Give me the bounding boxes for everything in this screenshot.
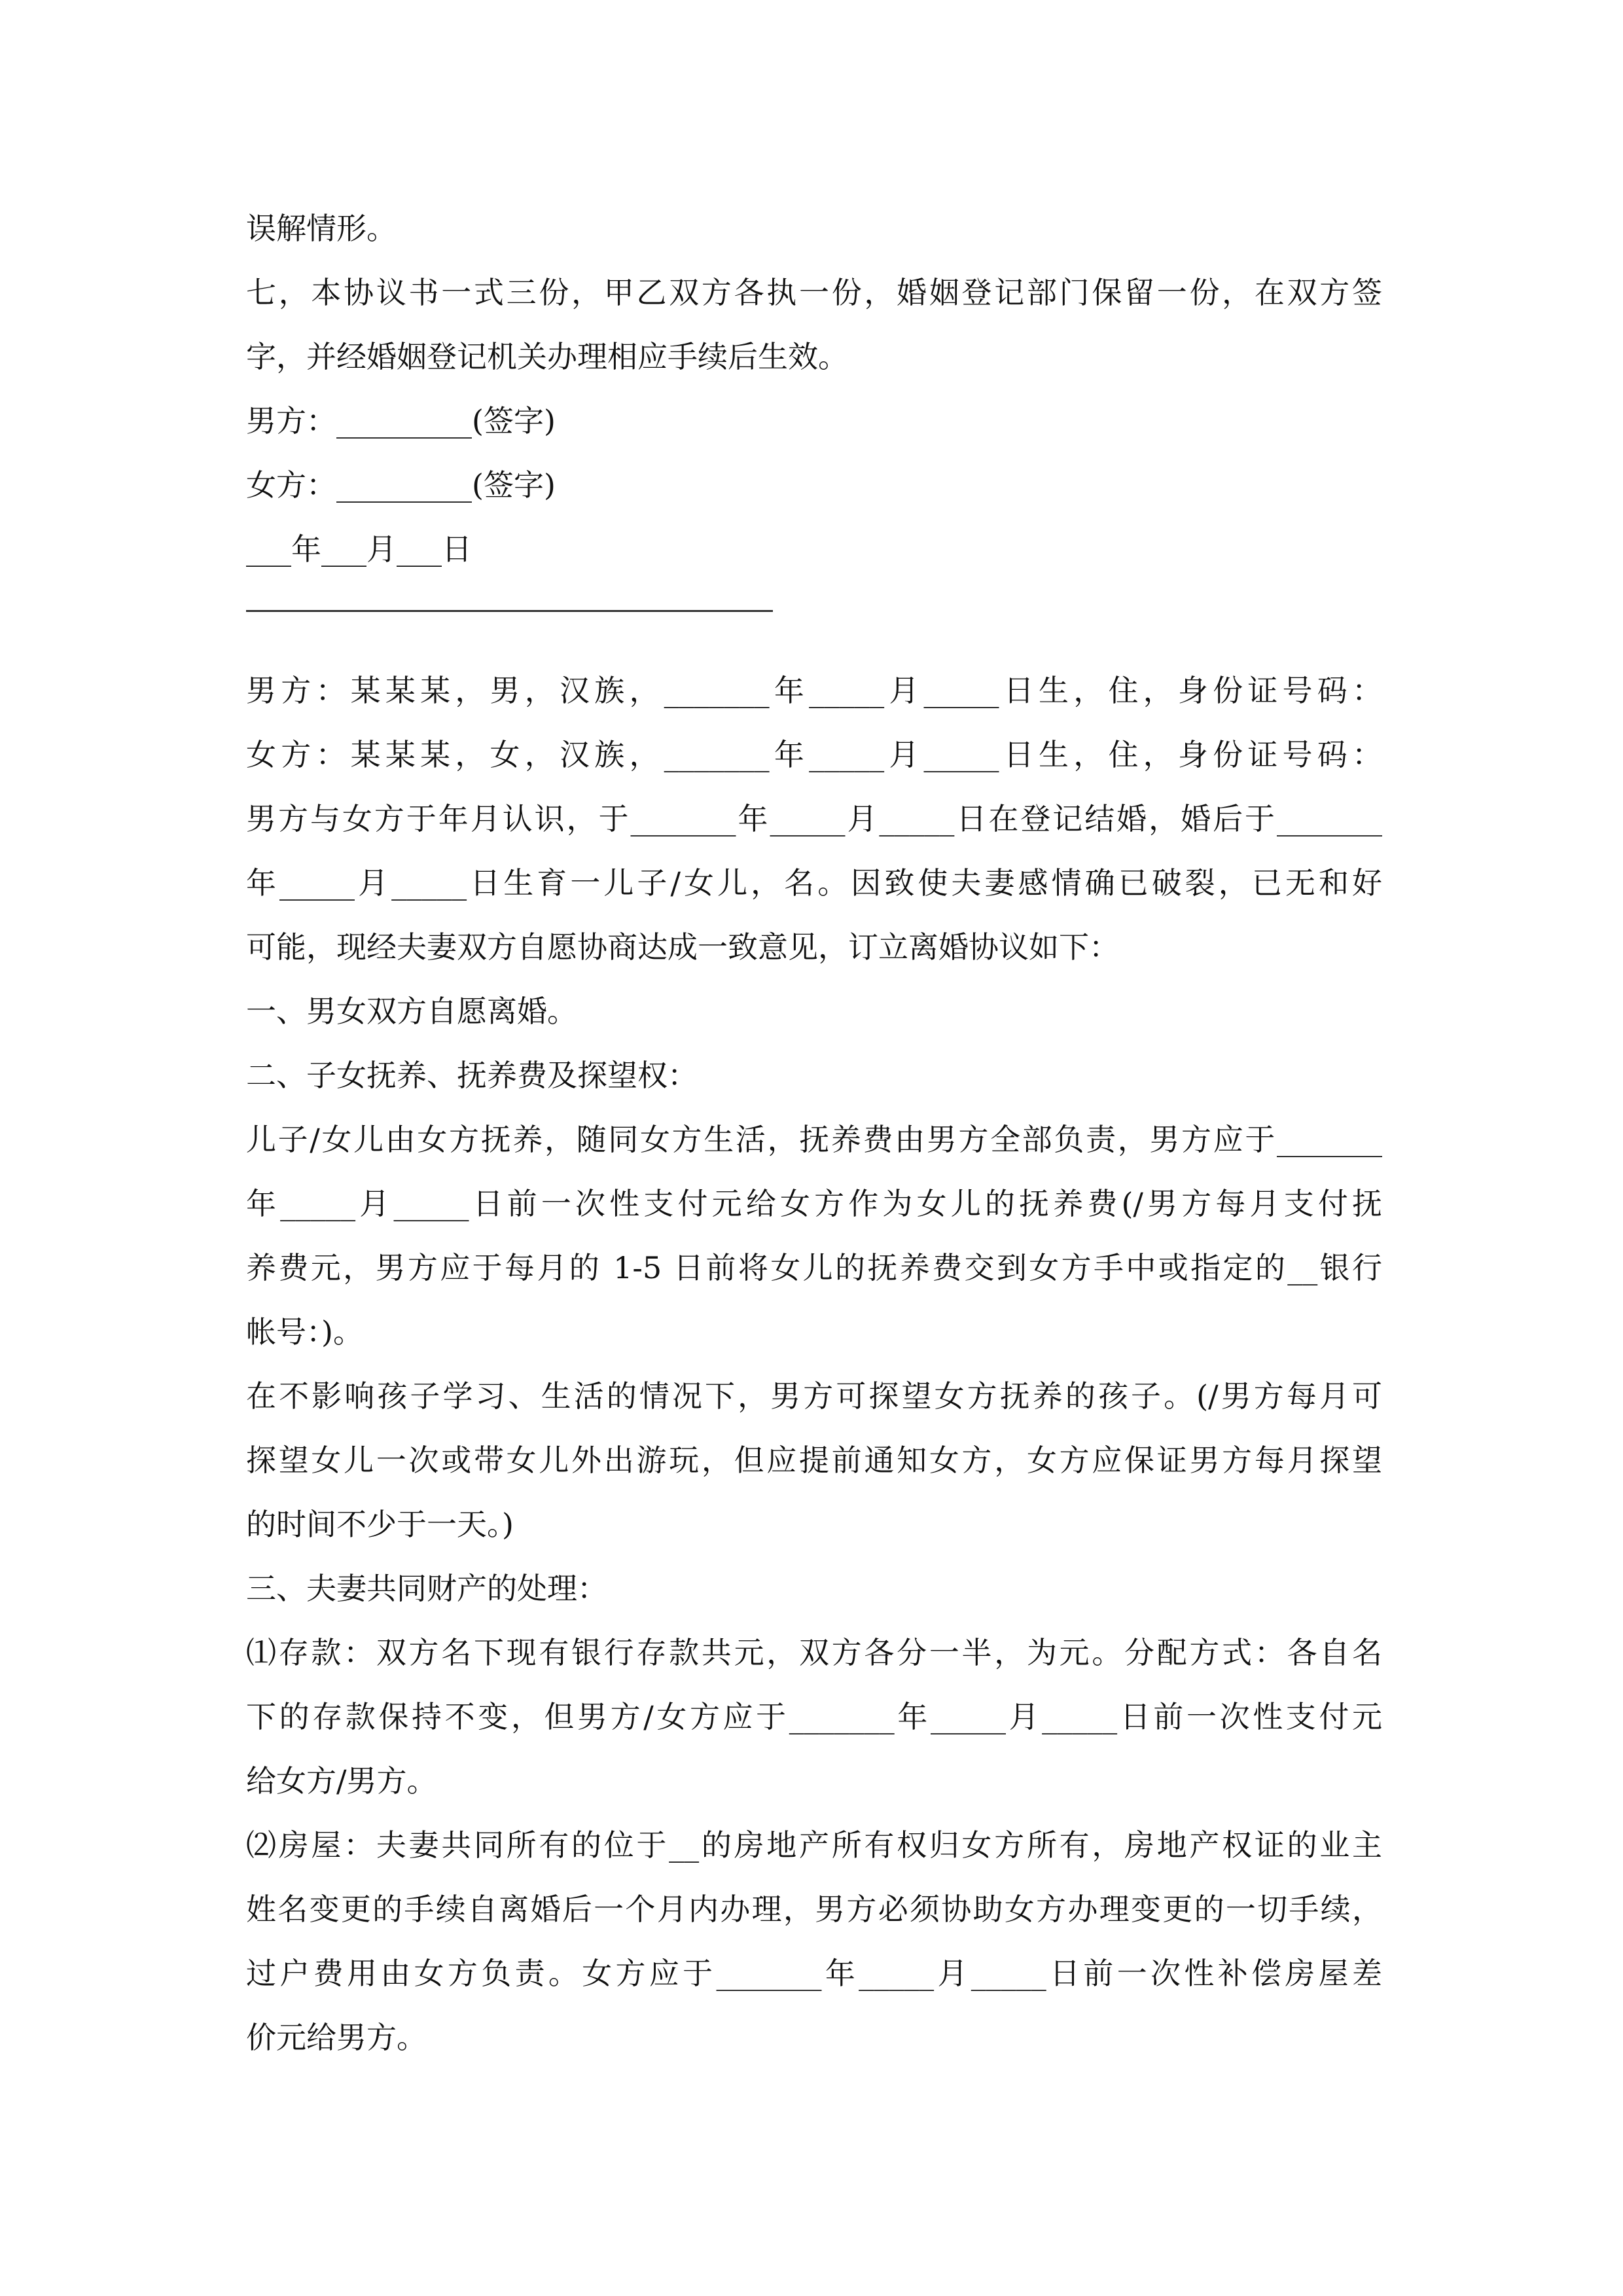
text-line: 给女方/男方。 <box>246 1763 437 1799</box>
text-line: 帐号：)。 <box>246 1314 363 1350</box>
text-line: 七，本协议书一式三份，甲乙双方各执一份，婚姻登记部门保留一份，在双方签 <box>246 275 1382 310</box>
text-line: 年_____月_____日生育一儿子/女儿，名。因致使夫妻感情确已破裂，已无和好 <box>246 865 1382 901</box>
text-line: 过户费用由女方负责。女方应于_______年_____月_____日前一次性补偿房屋差 <box>246 1956 1382 1991</box>
text-line: 可能，现经夫妻双方自愿协商达成一致意见，订立离婚协议如下： <box>246 929 1119 965</box>
text-line: 男方：某某某，男，汉族，_______年_____月_____日生，住，身份证号码： <box>246 673 1382 708</box>
date-line: ___年___月___日 <box>246 531 472 567</box>
signature-line-female: 女方：_________(签字) <box>246 467 556 503</box>
text-line: 姓名变更的手续自离婚后一个月内办理，男方必须协助女方办理变更的一切手续， <box>246 1892 1382 1927</box>
section-heading: 三、夫妻共同财产的处理： <box>246 1571 607 1606</box>
text-line: ⑵房屋：夫妻共同所有的位于__的房地产所有权归女方所有，房地产权证的业主 <box>246 1827 1382 1863</box>
text-line: 在不影响孩子学习、生活的情况下，男方可探望女方抚养的孩子。(/男方每月可 <box>246 1378 1382 1414</box>
text-line: 误解情形。 <box>246 211 397 246</box>
text-line: 探望女儿一次或带女儿外出游玩，但应提前通知女方，女方应保证男方每月探望 <box>246 1443 1382 1478</box>
text-line: ⑴存款：双方名下现有银行存款共元，双方各分一半，为元。分配方式：各自名 <box>246 1635 1382 1670</box>
text-line: 下的存款保持不变，但男方/女方应于_______年_____月_____日前一次性支付元 <box>246 1699 1382 1734</box>
text-line: 养费元，男方应于每月的 1-5 日前将女儿的抚养费交到女方手中或指定的__银行 <box>246 1250 1382 1285</box>
section-heading: 一、男女双方自愿离婚。 <box>246 994 577 1029</box>
text-line: 年_____月_____日前一次性支付元给女方作为女儿的抚养费(/男方每月支付抚 <box>246 1186 1382 1221</box>
text-line: 女方：某某某，女，汉族，_______年_____月_____日生，住，身份证号码： <box>246 737 1382 772</box>
document-page <box>246 196 1382 2070</box>
text-line: 价元给男方。 <box>246 2020 427 2055</box>
text-line: 的时间不少于一天。) <box>246 1507 514 1542</box>
text-line: 男方与女方于年月认识，于_______年_____月_____日在登记结婚，婚后于_______ <box>246 801 1382 836</box>
section-heading: 二、子女抚养、抚养费及探望权： <box>246 1058 698 1093</box>
text-line: 儿子/女儿由女方抚养，随同女方生活，抚养费由男方全部负责，男方应于_______ <box>246 1122 1382 1157</box>
text-line: 字，并经婚姻登记机关办理相应手续后生效。 <box>246 339 848 374</box>
section-divider <box>246 581 1382 645</box>
signature-line-male: 男方：_________(签字) <box>246 403 556 439</box>
